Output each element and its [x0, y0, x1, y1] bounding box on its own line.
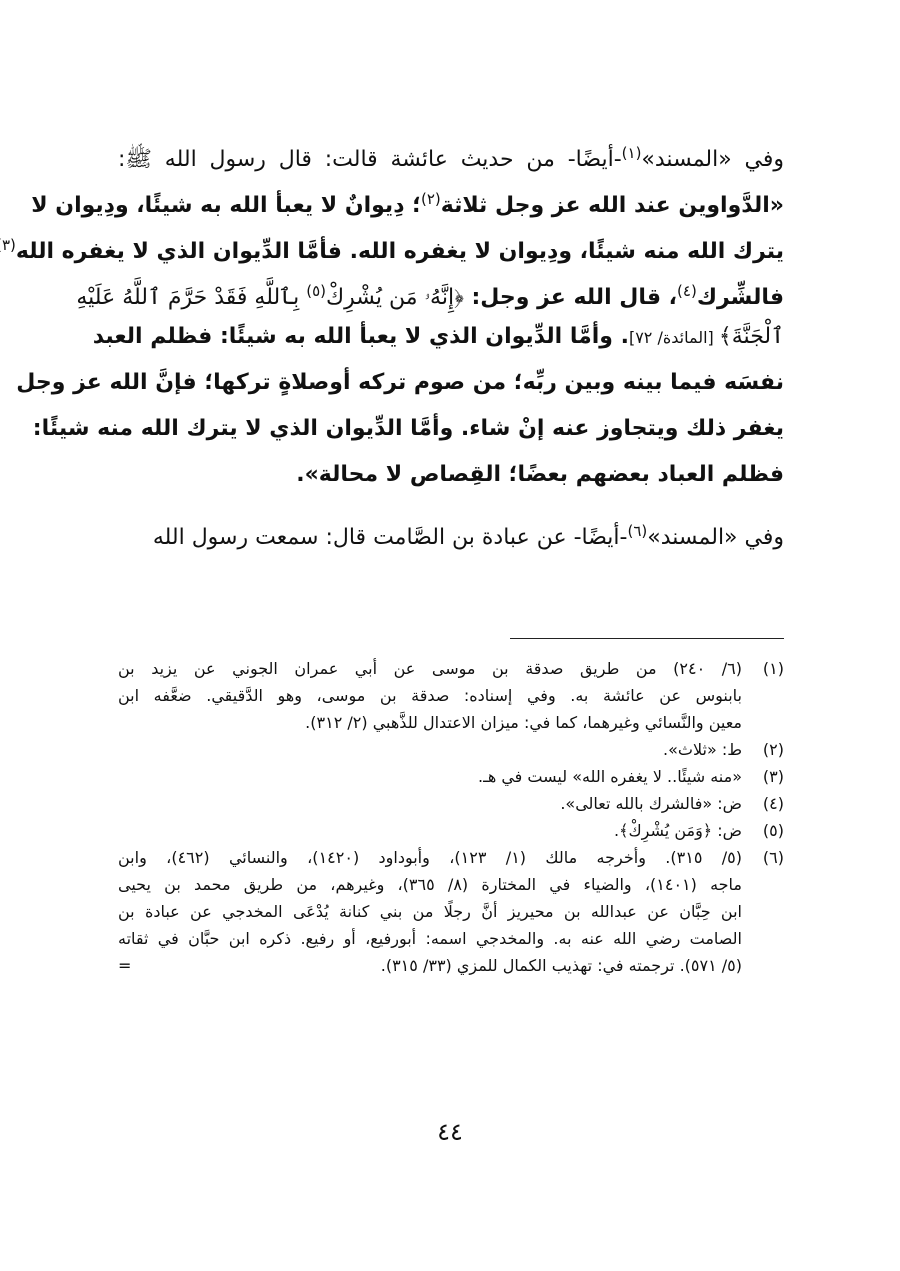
footnote-line: (٥/ ٥٧١). ترجمته في: تهذيب الكمال للمزي (٣٣/ ٣١٥). = [118, 952, 742, 979]
footnote-separator [510, 638, 784, 639]
footnote-number: (٢) [762, 740, 784, 759]
footnote-line: ض: «فالشرك بالله تعالى». [560, 794, 742, 813]
footnote-number: (٣) [762, 767, 784, 786]
footnote-number: (٤) [762, 794, 784, 813]
footnote-line: معين والنَّسائي وغيرهما، كما في: ميزان الاعتدال للذَّهبي (٢/ ٣١٢). [305, 713, 742, 732]
footnote [118, 655, 784, 736]
footnote-line: الصامت رضي الله عنه به. والمخدجي اسمه: أبورفيع، أو رفيع. ذكره ابن حبَّان في ثقاته [118, 929, 742, 948]
continuation-mark: = [118, 956, 132, 975]
text-line: وفي «المسند»$^{(٦)}$-أيضًا- عن عبادة بن الصَّامت قال: سمعت رسول الله [152, 522, 784, 550]
footnote-line: (٦/ ٢٤٠) من طريق صدقة بن موسى عن أبي عمران الجوني عن يزيد بن [118, 659, 742, 678]
footnote-marker[interactable]: (٤) [677, 282, 697, 300]
footnote-line: ابن حِبَّان عن عبدالله بن محيريز أنَّ رجلًا من بني كنانة يُدْعَى المخدجي عن عبادة بن [118, 902, 742, 921]
footnote [118, 790, 784, 817]
text-line: «الدَّواوين عند الله عز وجل ثلاثة$^{(٢)}$؛ دِيوانٌ لا يعبأ الله به شيئًا، ودِيوان لا [31, 190, 784, 218]
quran-verse: ﴿إِنَّهُۥ مَن يُشْرِكْ [326, 285, 464, 310]
text-line: فظلم العباد بعضهم بعضًا؛ القِصاص لا محالة». [296, 462, 784, 487]
verse-reference: [المائدة/ ٧٢] [628, 328, 719, 347]
footnote-marker[interactable]: (٣ [1, 236, 16, 254]
footnote-line: «منه شيئًا.. لا يغفره الله» ليست في هـ. [478, 767, 742, 786]
text-line: فالشِّرك$^{(٤)}$، قال الله عز وجل: ﴿إِنَّهُۥ مَن يُشْرِكْ$^{(٥)}$ بِٱللَّهِ فَقَدْ حَرَّمَ ٱللَّهُ عَلَيْهِ [76, 282, 784, 310]
footnote-line: ماجه (١٤٠١)، والضياء في المختارة (٨/ ٣٦٥)، وغيرهم، من طريق محمد بن يحيى [118, 875, 742, 894]
text-line: وفي «المسند»$^{(١)}$-أيضًا- من حديث عائشة قالت: قال رسول الله ﷺ: [118, 144, 784, 172]
footnote-line: ض: ﴿وَمَن يُشْرِكْ﴾. [614, 821, 742, 840]
text-line: نفسَه فيما بينه وبين ربِّه؛ من صوم تركه أوصلاةٍ تركها؛ فإنَّ الله عز وجل [16, 370, 784, 395]
text-line: ٱلْجَنَّةَ﴾ [المائدة/ ٧٢]. وأمَّا الدِّيوان الذي لا يعبأ الله به شيئًا: فظلم العبد [92, 324, 784, 349]
main-text [1, 130, 784, 554]
text-line: يغفر ذلك ويتجاوز عنه إنْ شاء. وأمَّا الدِّيوان الذي لا يترك الله منه شيئًا: [32, 416, 784, 441]
quran-verse: بِٱللَّهِ فَقَدْ حَرَّمَ ٱللَّهُ عَلَيْهِ [76, 285, 307, 310]
text-line: يترك الله منه شيئًا، ودِيوان لا يغفره الله. فأمَّا الدِّيوان الذي لا يغفره الله$^{(٣}$ [118, 222, 784, 268]
footnotes [118, 655, 784, 979]
footnote-number: (٦) [762, 848, 784, 867]
footnote-line: ط: «ثلاث». [663, 740, 742, 759]
footnote-number: (٥) [762, 821, 784, 840]
footnote-marker[interactable]: (٢) [420, 190, 441, 208]
footnote-number: (١) [762, 659, 784, 678]
footnote [118, 763, 784, 790]
footnote [118, 817, 784, 844]
footnote-line: بابنوس عن عائشة به. وفي إسناده: صدقة بن موسى، وهو الدَّقيقي. ضعَّفه ابن [118, 686, 742, 705]
page-number: ٤٤ [437, 1118, 463, 1146]
footnote [118, 736, 784, 763]
footnote-marker[interactable]: (١) [621, 144, 642, 162]
footnote-marker[interactable]: (٦) [627, 522, 648, 540]
footnote-marker[interactable]: (٥) [306, 282, 326, 300]
quran-verse: ٱلْجَنَّةَ﴾ [718, 324, 784, 349]
footnote-line: (٥/ ٣١٥). وأخرجه مالك (١/ ١٢٣)، وأبوداود (١٤٢٠)، والنسائي (٤٦٢)، وابن [118, 848, 743, 867]
footnote [118, 844, 784, 979]
